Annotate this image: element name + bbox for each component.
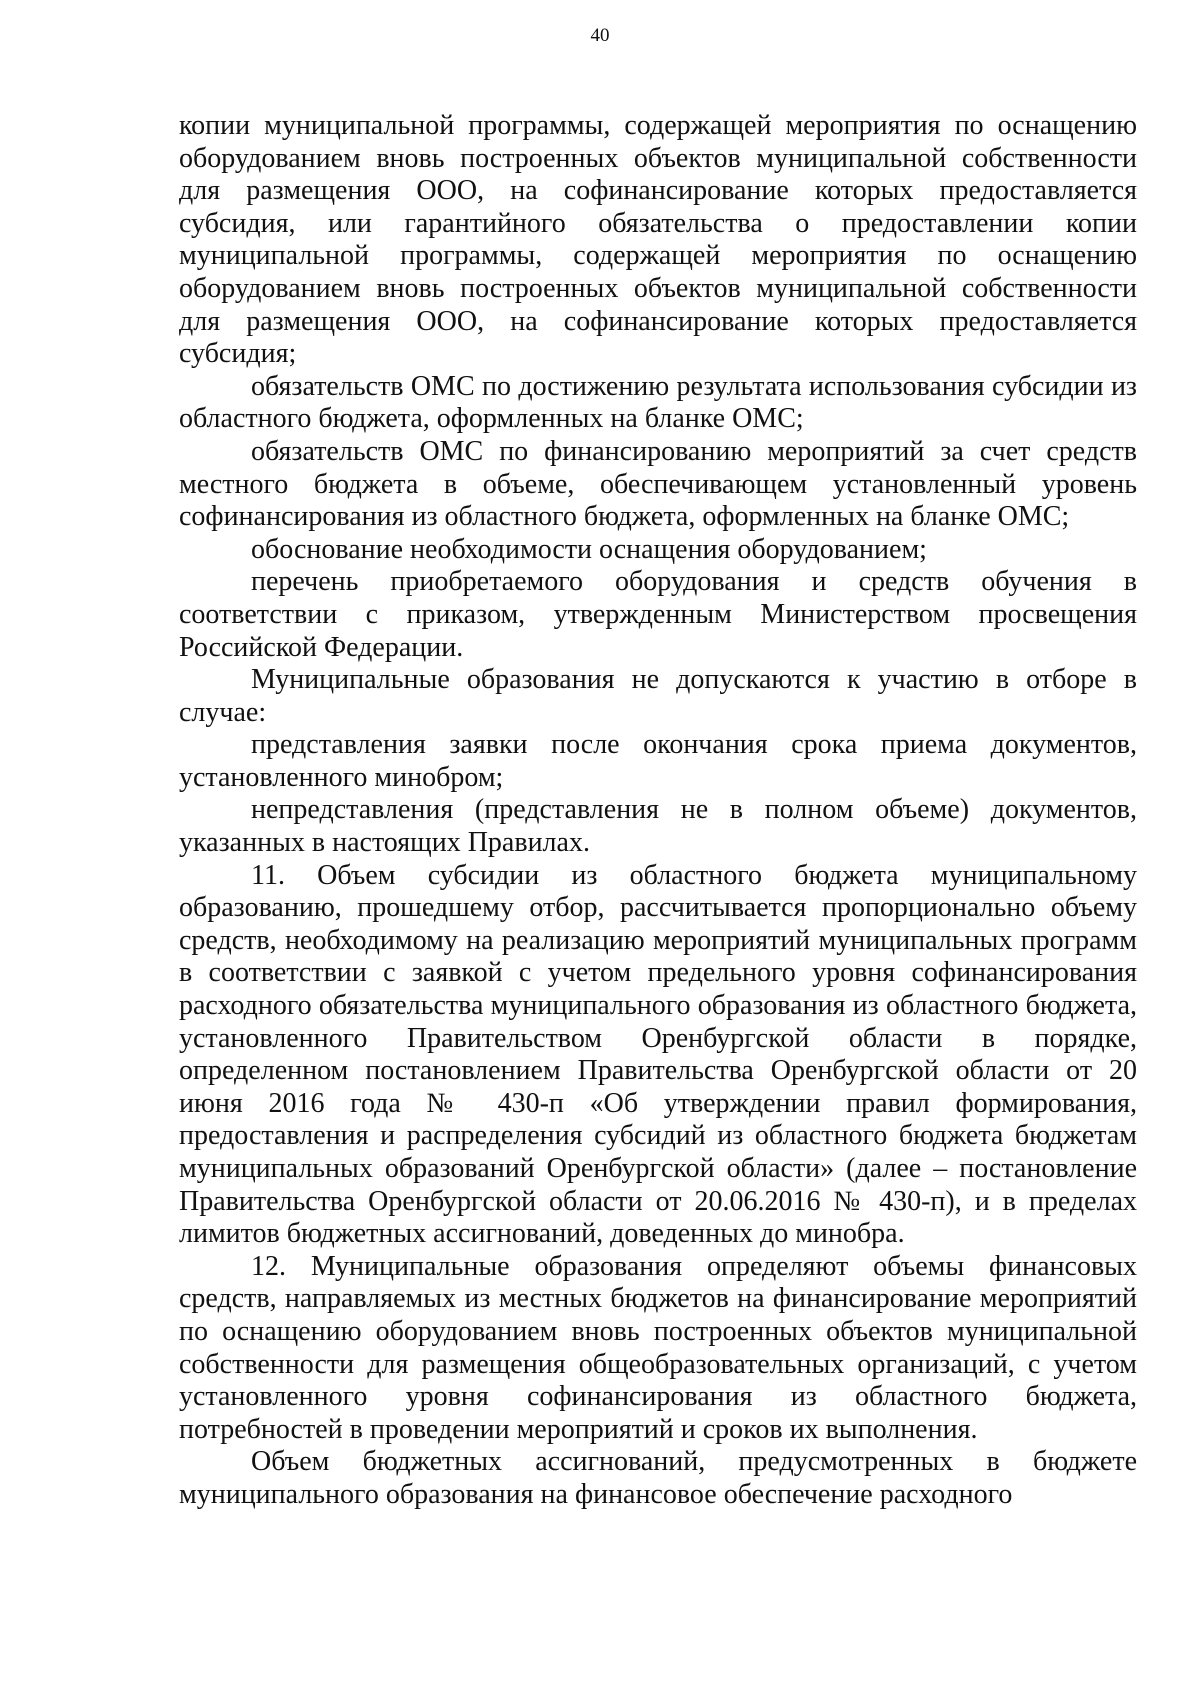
paragraph-5: перечень приобретаемого оборудования и средств обучения в соответствии с приказом, утвержденным Министерством просвещения Российской Федерации. bbox=[179, 566, 1137, 663]
paragraph-3: обязательств ОМС по финансированию мероприятий за счет средств местного бюджета в объеме, обеспечивающем установленный уровень софинансирования из областного бюджета, оформленных на бланке ОМС; bbox=[179, 435, 1137, 533]
page-number: 40 bbox=[590, 25, 610, 46]
paragraph-9: 11. Объем субсидии из областного бюджета муниципальному образованию, прошедшему отбор, рассчитывается пропорционально объему средств, необходимому на реализацию мероприятий муниципальных программ в соответствии с заявкой с учетом предельного уровня софинансирования расходного обязательства муниципального образования из областного бюджета, установленного Правительством Оренбургской области в порядке, определенном постановлением Правительства Оренбургской области от 20 июня 2016 года № 430-п «Об утверждении правил формирования, предоставления и распределения субсидий из областного бюджета бюджетам муниципальных образований Оренбургской области» (далее – постановление Правительства Оренбургской области от 20.06.2016 № 430-п), и в пределах лимитов бюджетных ассигнований, доведенных до минобра. bbox=[179, 859, 1137, 1250]
paragraph-8: непредставления (представления не в полном объеме) документов, указанных в настоящих Правилах. bbox=[179, 794, 1137, 859]
document-body bbox=[179, 110, 1137, 1512]
paragraph-11: Объем бюджетных ассигнований, предусмотренных в бюджете муниципального образования на финансовое обеспечение расходного bbox=[179, 1446, 1137, 1510]
paragraph-10: 12. Муниципальные образования определяют объемы финансовых средств, направляемых из местных бюджетов на финансирование мероприятий по оснащению оборудованием вновь построенных объектов муниципальной собственности для размещения общеобразовательных организаций, с учетом установленного уровня софинансирования из областного бюджета, потребностей в проведении мероприятий и сроков их выполнения. bbox=[179, 1250, 1137, 1445]
paragraph-4: обоснование необходимости оснащения оборудованием; bbox=[251, 533, 927, 565]
paragraph-6: Муниципальные образования не допускаются к участию в отборе в случае: bbox=[179, 664, 1137, 728]
paragraph-2: обязательств ОМС по достижению результата использования субсидии из областного бюджета, оформленных на бланке ОМС; bbox=[179, 370, 1137, 435]
paragraph-1: копии муниципальной программы, содержащей мероприятия по оснащению оборудованием вновь построенных объектов муниципальной собственности для размещения ООО, на софинансирование которых предоставляется субсидия, или гарантийного обязательства о предоставлении копии муниципальной программы, содержащей мероприятия по оснащению оборудованием вновь построенных объектов муниципальной собственности для размещения ООО, на софинансирование которых предоставляется субсидия; bbox=[179, 110, 1137, 370]
paragraph-7: представления заявки после окончания срока приема документов, установленного минобром; bbox=[179, 729, 1137, 793]
